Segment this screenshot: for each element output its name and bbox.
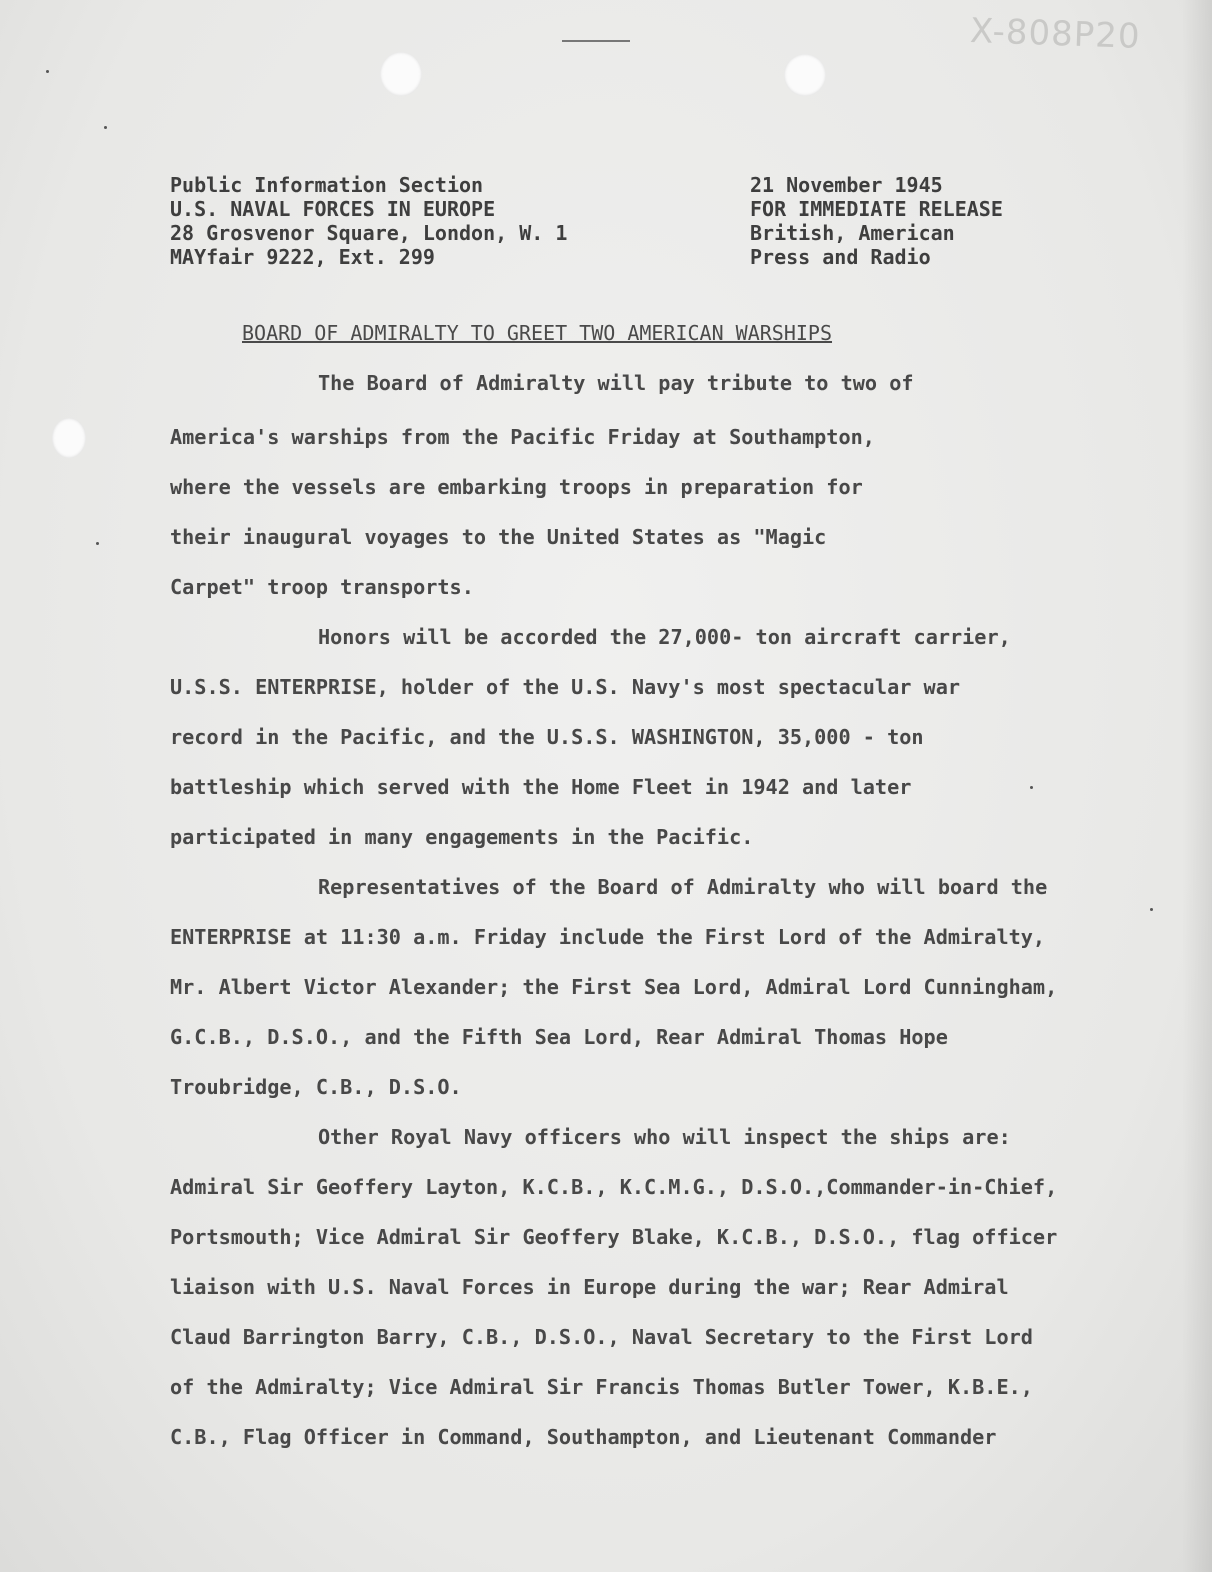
body-line: U.S.S. ENTERPRISE, holder of the U.S. Navy's most spectacular war: [170, 675, 961, 699]
release-audience-1: British, American: [750, 221, 955, 245]
header-left-line-4: MAYfair 9222, Ext. 299: [170, 245, 435, 269]
dust-speck: [104, 126, 107, 129]
body-line: Claud Barrington Barry, C.B., D.S.O., Naval Secretary to the First Lord: [170, 1325, 1033, 1349]
body-line: liaison with U.S. Naval Forces in Europe during the war; Rear Admiral: [170, 1275, 1009, 1299]
body-line: Admiral Sir Geoffery Layton, K.C.B., K.C.M.G., D.S.O.,Commander-in-Chief,: [170, 1175, 1058, 1199]
page-edge-shadow: [1182, 0, 1212, 1572]
body-line: Honors will be accorded the 27,000- ton aircraft carrier,: [318, 625, 1011, 649]
dust-speck: [96, 542, 99, 545]
body-line: Other Royal Navy officers who will inspect the ships are:: [318, 1125, 1011, 1149]
body-line: their inaugural voyages to the United States as "Magic: [170, 525, 827, 549]
body-line: Representatives of the Board of Admiralty who will board the: [318, 875, 1048, 899]
top-dash-mark: [562, 40, 630, 42]
body-line: Mr. Albert Victor Alexander; the First Sea Lord, Admiral Lord Cunningham,: [170, 975, 1058, 999]
header-left-line-3: 28 Grosvenor Square, London, W. 1: [170, 221, 568, 245]
dust-speck: [46, 70, 49, 73]
body-line: record in the Pacific, and the U.S.S. WASHINGTON, 35,000 - ton: [170, 725, 924, 749]
punch-hole: [784, 54, 826, 96]
body-line: Portsmouth; Vice Admiral Sir Geoffery Blake, K.C.B., D.S.O., flag officer: [170, 1225, 1058, 1249]
catalog-mark: X-808P20: [969, 11, 1142, 57]
punch-hole: [380, 52, 422, 96]
release-date: 21 November 1945: [750, 173, 943, 197]
body-line: America's warships from the Pacific Friday at Southampton,: [170, 425, 875, 449]
headline: BOARD OF ADMIRALTY TO GREET TWO AMERICAN WARSHIPS: [242, 321, 833, 345]
body-line: C.B., Flag Officer in Command, Southampton, and Lieutenant Commander: [170, 1425, 997, 1449]
body-line: battleship which served with the Home Fleet in 1942 and later: [170, 775, 912, 799]
body-line: where the vessels are embarking troops in preparation for: [170, 475, 863, 499]
release-audience-2: Press and Radio: [750, 245, 931, 269]
dust-speck: [1150, 908, 1153, 911]
body-line: participated in many engagements in the Pacific.: [170, 825, 754, 849]
body-line: Troubridge, C.B., D.S.O.: [170, 1075, 462, 1099]
body-line: of the Admiralty; Vice Admiral Sir Francis Thomas Butler Tower, K.B.E.,: [170, 1375, 1033, 1399]
header-left-line-1: Public Information Section: [170, 173, 484, 197]
body-line: ENTERPRISE at 11:30 a.m. Friday include the First Lord of the Admiralty,: [170, 925, 1046, 949]
header-left-line-2: U.S. NAVAL FORCES IN EUROPE: [170, 197, 496, 221]
body-line: Carpet" troop transports.: [170, 575, 474, 599]
body-line: G.C.B., D.S.O., and the Fifth Sea Lord, Rear Admiral Thomas Hope: [170, 1025, 948, 1049]
punch-hole: [52, 418, 86, 458]
dust-speck: [1030, 786, 1033, 789]
body-line: The Board of Admiralty will pay tribute to two of: [318, 371, 914, 395]
release-status: FOR IMMEDIATE RELEASE: [750, 197, 1003, 221]
